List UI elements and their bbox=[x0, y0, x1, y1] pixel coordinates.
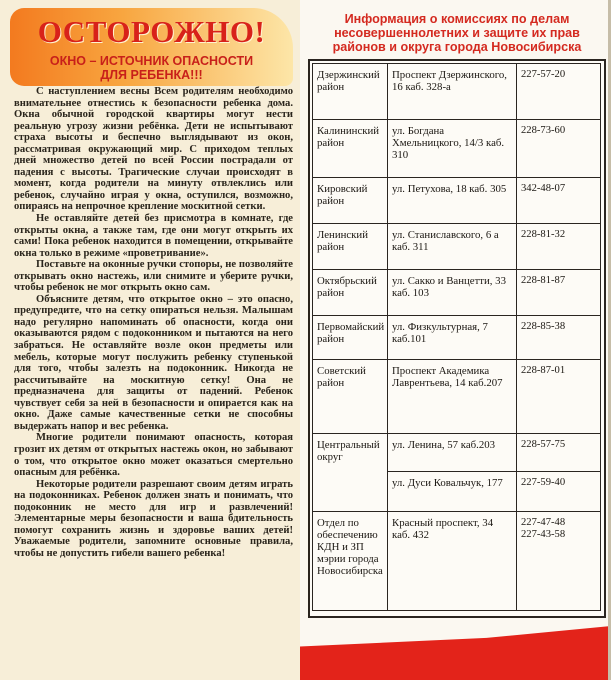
phone-cell bbox=[517, 512, 601, 611]
address-cell: ул. Петухова, 18 каб. 305 bbox=[388, 178, 517, 224]
district-cell: Ленинский район bbox=[313, 224, 388, 270]
article-paragraph: Поставьте на оконные ручки стопоры, не позволяйте открывать окно настежь, или снимите и уберите ручки, чтобы ребенок не мог открыть окно сам. bbox=[14, 259, 293, 294]
district-cell: Октябрьский район bbox=[313, 270, 388, 316]
warning-banner bbox=[10, 8, 293, 86]
phone-cell: 228-81-87 bbox=[517, 270, 601, 316]
article-paragraph: Некоторые родители разрешают своим детям играть на подоконниках. Ребенок должен знать и понимать, что подоконник не место для игр и развлечений! Элементарные меры безопасности и ваша бдительность помогут сохранить жизнь и здоровье ваших детей! Уважаемые родители, запомните основные правила, чтобы не допустить гибели вашего ребенка! bbox=[14, 478, 293, 559]
address-cell: ул. Дуси Ковальчук, 177 bbox=[388, 472, 517, 512]
article-paragraph: Объясните детям, что открытое окно – это опасно, предупредите, что на сетку опираться нельзя. Малышам надо регулярно напоминать об опасности, когда они оказываются рядом с подоконником и пытаются на него забраться. Не оставляйте возле окон предметы или мебель, которые могут послужить ребенку ступенькой для того, чтобы залезть на подоконник. Никогда не рассчитывайте на москитную сетку! Она не предназначена для защиты от падений. Ребенок чувствует себя за ней в безопасности и опирается как на окно. Даже самые качественные сетки не способны выдержать напор и вес ребенка. bbox=[14, 293, 293, 432]
address-cell: ул. Сакко и Ванцетти, 33 каб. 103 bbox=[388, 270, 517, 316]
district-cell: Советский район bbox=[313, 360, 388, 434]
banner-subtitle-line2: ДЛЯ РЕБЕНКА!!! bbox=[100, 68, 203, 82]
district-cell: Центральный округ bbox=[313, 434, 388, 512]
safety-article-column bbox=[0, 0, 300, 680]
address-cell: ул. Ленина, 57 каб.203 bbox=[388, 434, 517, 472]
commissions-info-column bbox=[300, 0, 611, 680]
info-header bbox=[322, 12, 592, 54]
district-cell: Калининский район bbox=[313, 120, 388, 178]
commissions-table bbox=[312, 63, 601, 611]
table-row bbox=[313, 360, 601, 434]
address-cell: Проспект Академика Лаврентьева, 14 каб.207 bbox=[388, 360, 517, 434]
phone-cell: 227-59-40 bbox=[517, 472, 601, 512]
info-header-line2: несовершеннолетних и защите их прав bbox=[334, 26, 580, 40]
table-row bbox=[313, 270, 601, 316]
phone-cell: 228-87-01 bbox=[517, 360, 601, 434]
address-cell: ул. Богдана Хмельницкого, 14/3 каб. 310 bbox=[388, 120, 517, 178]
district-cell: Кировский район bbox=[313, 178, 388, 224]
banner-subtitle-line1: ОКНО – ИСТОЧНИК ОПАСНОСТИ bbox=[49, 54, 254, 68]
phone-cell: 227-57-20 bbox=[517, 64, 601, 120]
table-row bbox=[313, 178, 601, 224]
table-row bbox=[313, 512, 601, 611]
district-cell: Отдел по обеспечению КДН и ЗП мэрии города Новосибирска bbox=[313, 512, 388, 611]
article-body bbox=[14, 86, 293, 559]
article-paragraph: Не оставляйте детей без присмотра в комнате, где открыты окна, а также там, где они могут открыть их сами! Пока ребенок находится в помещении, открывайте окна только в режиме «проветривание». bbox=[14, 213, 293, 259]
table-row bbox=[313, 224, 601, 270]
table-row bbox=[313, 316, 601, 360]
district-cell: Дзержинский район bbox=[313, 64, 388, 120]
banner-subtitle bbox=[10, 54, 293, 82]
address-cell: ул. Станиславского, 6 а каб. 311 bbox=[388, 224, 517, 270]
district-cell: Первомайский район bbox=[313, 316, 388, 360]
article-paragraph: Многие родители понимают опасность, которая грозит их детям от открытых настежь окон, но забывают о том, что открытое окно может оказаться смертельно опасным для ребёнка. bbox=[14, 432, 293, 479]
phone-line-2: 227-43-58 bbox=[521, 529, 566, 540]
banner-title: ОСТОРОЖНО! bbox=[37, 14, 266, 49]
table-row bbox=[313, 120, 601, 178]
address-cell: Проспект Дзержинского, 16 каб. 328-а bbox=[388, 64, 517, 120]
info-header-line3: районов и округа города Новосибирска bbox=[332, 40, 582, 54]
phone-cell: 228-85-38 bbox=[517, 316, 601, 360]
address-cell: Красный проспект, 34 каб. 432 bbox=[388, 512, 517, 611]
table-row bbox=[313, 434, 601, 472]
phone-cell: 228-81-32 bbox=[517, 224, 601, 270]
phone-cell: 228-73-60 bbox=[517, 120, 601, 178]
address-cell: ул. Физкультурная, 7 каб.101 bbox=[388, 316, 517, 360]
phone-line: 227-47-48 bbox=[521, 517, 566, 528]
article-paragraph: С наступлением весны Всем родителям необходимо внимательнее отнестись к безопасности ребенка дома. Окна обычной городской квартиры могут нести реальную угрозу жизни ребёнка. Дети не испытывают страха высоты и беспечно выглядывают из окон, рассматривая окружающий мир. С приходом теплых дней множество детей по всей России пострадали от падения с высоты. Трагические случаи происходят в момент, когда родители на минуту отвлеклись или ребенок, случайно играя у окна, оступился, возможно, опираясь на непрочное крепление москитной сетки. bbox=[14, 86, 293, 213]
phone-cell: 228-57-75 bbox=[517, 434, 601, 472]
red-footer-band bbox=[300, 626, 611, 680]
info-header-line1: Информация о комиссиях по делам bbox=[344, 12, 570, 26]
table-row bbox=[313, 64, 601, 120]
phone-cell: 342-48-07 bbox=[517, 178, 601, 224]
